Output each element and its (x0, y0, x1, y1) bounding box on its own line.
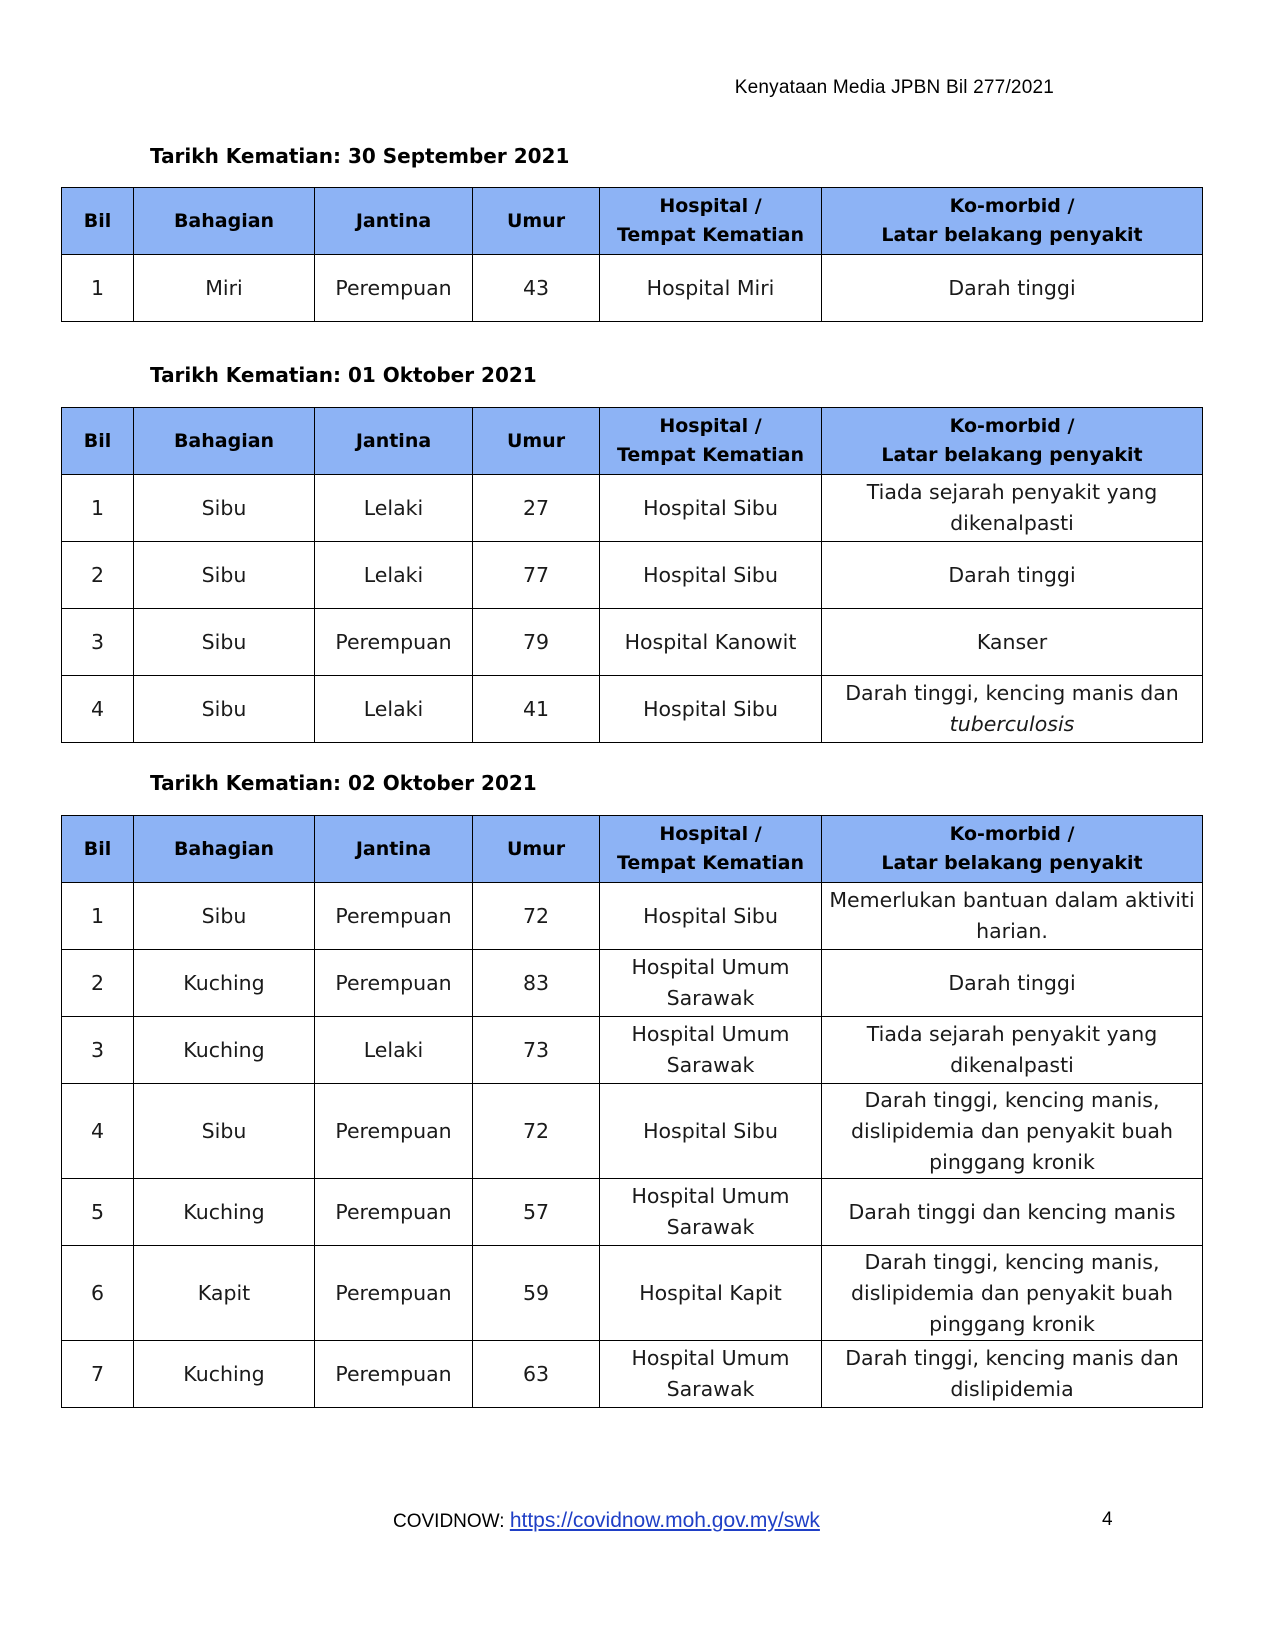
cell-jantina: Perempuan (315, 883, 473, 950)
cell-jantina: Perempuan (315, 1341, 473, 1408)
cell-jantina: Perempuan (315, 950, 473, 1017)
hospital-header-line1: Hospital / (659, 823, 762, 845)
table-row (62, 883, 1203, 950)
section-title-02-okt: Tarikh Kematian: 02 Oktober 2021 (150, 771, 537, 795)
cell-bahagian: Sibu (134, 475, 315, 542)
deaths-table-02-okt (61, 815, 1203, 1408)
footer-covidnow (393, 1509, 820, 1533)
komorbid-header-line2: Latar belakang penyakit (881, 852, 1143, 874)
cell-umur: 63 (473, 1341, 600, 1408)
cell-hospital: Hospital Umum Sarawak (600, 950, 822, 1017)
cell-komorbid: Darah tinggi dan kencing manis (822, 1179, 1203, 1246)
cell-umur: 83 (473, 950, 600, 1017)
footer-label: COVIDNOW: (393, 1511, 510, 1532)
cell-komorbid: Darah tinggi (822, 255, 1203, 322)
hospital-header-line2: Tempat Kematian (616, 852, 805, 874)
cell-bil: 2 (62, 950, 134, 1017)
cell-bahagian: Sibu (134, 1084, 315, 1179)
table-header-row (62, 816, 1203, 883)
cell-umur: 77 (473, 542, 600, 609)
table-row (62, 475, 1203, 542)
cell-hospital: Hospital Sibu (600, 676, 822, 743)
cell-hospital: Hospital Sibu (600, 542, 822, 609)
cell-jantina: Perempuan (315, 1246, 473, 1341)
table-row (62, 609, 1203, 676)
deaths-table-01-okt (61, 407, 1203, 743)
column-header-umur: Umur (473, 188, 600, 255)
hospital-header-line1: Hospital / (659, 195, 762, 217)
cell-komorbid: Darah tinggi (822, 542, 1203, 609)
cell-bahagian: Sibu (134, 676, 315, 743)
column-header-hospital (600, 188, 822, 255)
komorbid-header-line2: Latar belakang penyakit (881, 224, 1143, 246)
komorbid-text: Darah tinggi, kencing manis dan (845, 681, 1179, 705)
cell-komorbid: Memerlukan bantuan dalam aktiviti harian. (822, 883, 1203, 950)
komorbid-header-line1: Ko-morbid / (949, 415, 1075, 437)
cell-bahagian: Sibu (134, 542, 315, 609)
table-header-row (62, 408, 1203, 475)
column-header-umur: Umur (473, 408, 600, 475)
cell-komorbid: Darah tinggi (822, 950, 1203, 1017)
cell-umur: 79 (473, 609, 600, 676)
cell-bil: 1 (62, 255, 134, 322)
hospital-header-line2: Tempat Kematian (616, 444, 805, 466)
cell-bahagian: Miri (134, 255, 315, 322)
column-header-jantina: Jantina (315, 816, 473, 883)
cell-jantina: Lelaki (315, 475, 473, 542)
table-row (62, 1246, 1203, 1341)
cell-umur: 57 (473, 1179, 600, 1246)
section-title-30-sep: Tarikh Kematian: 30 September 2021 (150, 144, 570, 168)
column-header-bil: Bil (62, 816, 134, 883)
table-row (62, 950, 1203, 1017)
komorbid-header-line2: Latar belakang penyakit (881, 444, 1143, 466)
cell-umur: 43 (473, 255, 600, 322)
cell-komorbid: Darah tinggi, kencing manis dan dislipidemia (822, 1341, 1203, 1408)
hospital-header-line1: Hospital / (659, 415, 762, 437)
column-header-bil: Bil (62, 188, 134, 255)
covidnow-link[interactable]: https://covidnow.moh.gov.my/swk (509, 1509, 820, 1532)
cell-hospital: Hospital Sibu (600, 475, 822, 542)
table-row (62, 676, 1203, 743)
cell-komorbid: Kanser (822, 609, 1203, 676)
cell-bil: 1 (62, 475, 134, 542)
column-header-bil: Bil (62, 408, 134, 475)
column-header-komorbid (822, 408, 1203, 475)
cell-jantina: Perempuan (315, 1179, 473, 1246)
deaths-table-30-sep (61, 187, 1203, 322)
cell-hospital: Hospital Sibu (600, 883, 822, 950)
cell-hospital: Hospital Umum Sarawak (600, 1341, 822, 1408)
cell-bil: 3 (62, 609, 134, 676)
cell-jantina: Perempuan (315, 1084, 473, 1179)
cell-bahagian: Kapit (134, 1246, 315, 1341)
cell-bil: 4 (62, 676, 134, 743)
cell-komorbid: Tiada sejarah penyakit yang dikenalpasti (822, 1017, 1203, 1084)
table-row (62, 1084, 1203, 1179)
column-header-hospital (600, 408, 822, 475)
cell-komorbid: Tiada sejarah penyakit yang dikenalpasti (822, 475, 1203, 542)
cell-bil: 2 (62, 542, 134, 609)
cell-hospital: Hospital Miri (600, 255, 822, 322)
cell-bil: 1 (62, 883, 134, 950)
column-header-bahagian: Bahagian (134, 408, 315, 475)
cell-jantina: Perempuan (315, 609, 473, 676)
cell-umur: 59 (473, 1246, 600, 1341)
cell-hospital: Hospital Kanowit (600, 609, 822, 676)
cell-jantina: Perempuan (315, 255, 473, 322)
komorbid-header-line1: Ko-morbid / (949, 195, 1075, 217)
column-header-umur: Umur (473, 816, 600, 883)
column-header-komorbid (822, 816, 1203, 883)
cell-hospital: Hospital Kapit (600, 1246, 822, 1341)
section-title-01-okt: Tarikh Kematian: 01 Oktober 2021 (150, 363, 537, 387)
cell-bahagian: Kuching (134, 950, 315, 1017)
cell-jantina: Lelaki (315, 676, 473, 743)
cell-hospital: Hospital Sibu (600, 1084, 822, 1179)
cell-bil: 4 (62, 1084, 134, 1179)
hospital-header-line2: Tempat Kematian (616, 224, 805, 246)
table-header-row (62, 188, 1203, 255)
cell-umur: 41 (473, 676, 600, 743)
cell-umur: 72 (473, 883, 600, 950)
cell-hospital: Hospital Umum Sarawak (600, 1017, 822, 1084)
cell-jantina: Lelaki (315, 1017, 473, 1084)
table-row (62, 255, 1203, 322)
cell-bahagian: Kuching (134, 1017, 315, 1084)
column-header-bahagian: Bahagian (134, 188, 315, 255)
cell-hospital: Hospital Umum Sarawak (600, 1179, 822, 1246)
cell-jantina: Lelaki (315, 542, 473, 609)
column-header-komorbid (822, 188, 1203, 255)
column-header-jantina: Jantina (315, 188, 473, 255)
table-row (62, 1179, 1203, 1246)
table-row (62, 1017, 1203, 1084)
table-row (62, 1341, 1203, 1408)
cell-bil: 6 (62, 1246, 134, 1341)
media-statement-reference: Kenyataan Media JPBN Bil 277/2021 (734, 77, 1054, 98)
komorbid-italic-text: tuberculosis (949, 712, 1075, 736)
column-header-jantina: Jantina (315, 408, 473, 475)
cell-komorbid: Darah tinggi, kencing manis, dislipidemia dan penyakit buah pinggang kronik (822, 1246, 1203, 1341)
column-header-hospital (600, 816, 822, 883)
komorbid-header-line1: Ko-morbid / (949, 823, 1075, 845)
cell-umur: 27 (473, 475, 600, 542)
cell-bil: 7 (62, 1341, 134, 1408)
cell-komorbid (822, 676, 1203, 743)
table-row (62, 542, 1203, 609)
cell-bil: 5 (62, 1179, 134, 1246)
cell-komorbid: Darah tinggi, kencing manis, dislipidemia dan penyakit buah pinggang kronik (822, 1084, 1203, 1179)
cell-bahagian: Sibu (134, 883, 315, 950)
cell-bahagian: Kuching (134, 1341, 315, 1408)
cell-bahagian: Sibu (134, 609, 315, 676)
cell-umur: 73 (473, 1017, 600, 1084)
page-number: 4 (1102, 1509, 1113, 1530)
cell-umur: 72 (473, 1084, 600, 1179)
column-header-bahagian: Bahagian (134, 816, 315, 883)
cell-bahagian: Kuching (134, 1179, 315, 1246)
cell-bil: 3 (62, 1017, 134, 1084)
